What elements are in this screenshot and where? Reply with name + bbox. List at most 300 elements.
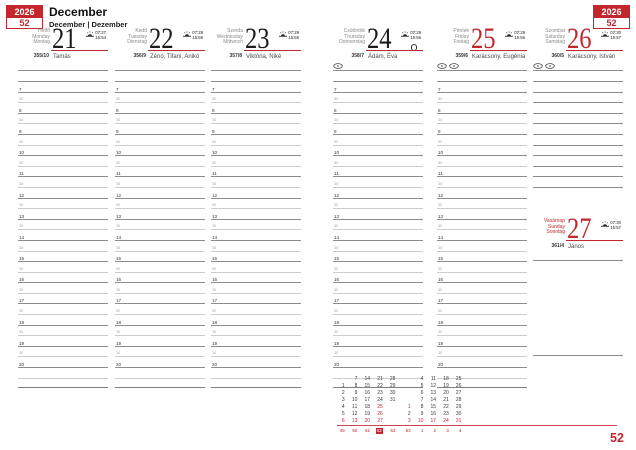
sunrise-time: 07:30 [610,30,621,35]
mini-date: 16 [430,411,437,417]
mini-date: 30 [389,390,396,396]
day-grid [18,62,108,388]
hour-label: 10 [212,150,218,156]
half-hour-label: 30 [116,245,121,250]
half-hour-label: 30 [212,266,217,271]
half-hour-label: 30 [212,330,217,335]
day-underline [366,50,423,51]
grid-row [115,220,205,231]
grid-row [437,241,527,252]
mini-date: 3 [341,397,345,403]
grid-row [437,156,527,167]
grid-row [211,114,301,125]
mini-date: 8 [354,383,358,389]
mini-date: 24 [443,418,449,424]
grid-row [115,114,205,125]
half-hour-label: 30 [334,160,339,165]
mini-week-row [334,411,397,418]
name-days: Zénó, Tifani, Anikó [150,53,200,60]
grid-row [115,103,205,114]
mini-date: 31 [389,397,396,403]
grid-row [533,135,623,146]
half-hour-label: 30 [19,245,24,250]
mini-week-number: 2 [433,427,437,433]
sunrise-sunset-times [610,221,621,231]
grid-row [18,283,108,294]
mini-date: 19 [443,383,449,389]
hour-label: 14 [438,234,444,240]
day-number: 22 [149,22,174,55]
footer-week-number: 52 [610,431,624,445]
name-days: Karácsony, István [568,53,616,60]
hour-label: 11 [212,171,217,177]
mini-date: 8 [420,404,424,410]
day-grid [115,62,205,388]
grid-row [211,62,301,71]
hour-label: 9 [19,128,22,134]
hour-label: 9 [116,128,119,134]
mini-week-number: 53 [405,427,411,433]
half-hour-label: 30 [334,287,339,292]
day-header [333,22,423,62]
grid-row [437,273,527,284]
day-underline [148,50,205,51]
grid-row [18,82,108,93]
half-hour-label: 30 [438,181,443,186]
grid-row [115,252,205,263]
grid-row [333,93,423,104]
hour-label: 16 [19,277,25,283]
mini-date: 6 [341,418,345,424]
half-hour-label: 30 [334,266,339,271]
grid-row [333,188,423,199]
sunrise-time: 07:30 [610,220,621,225]
weekday-names [115,29,147,46]
grid-row [437,188,527,199]
grid-row [211,273,301,284]
weekday-name: Szerda [227,28,243,34]
sunrise-time: 07:27 [95,30,106,35]
grid-row [437,209,527,220]
mini-date: 14 [430,397,437,403]
name-days: János [568,243,585,250]
mini-date: 28 [389,376,396,382]
year-week-badge-right [593,5,630,29]
half-hour-label: 30 [116,309,121,314]
mini-date: 21 [377,376,383,382]
half-hour-label: 30 [334,330,339,335]
half-hour-label: 30 [438,203,443,208]
sunrise-sunset-times [410,31,421,41]
day-of-year: 358/7 [351,53,364,59]
grid-row [533,124,623,135]
name-days: Viktória, Niké [246,53,282,60]
hour-label: 10 [116,150,122,156]
grid-row [115,273,205,284]
holiday-marker-icon [533,63,543,69]
hour-label: 18 [19,319,25,325]
half-hour-label: 30 [19,203,24,208]
hour-label: 12 [334,192,340,198]
grid-row [211,188,301,199]
grid-row [437,167,527,178]
grid-row [211,357,301,368]
sunrise-sunset-icon [601,31,609,38]
grid-row [211,209,301,220]
half-hour-label: 30 [19,224,24,229]
hour-label: 13 [334,213,340,219]
half-hour-label: 30 [212,245,217,250]
grid-row [333,199,423,210]
grid-row [211,304,301,315]
weekday-name: Donnerstag [339,39,365,46]
sun-times [183,31,203,41]
grid-row [18,199,108,210]
grid-row [211,82,301,93]
mini-week-row [334,397,397,404]
sunrise-time: 07:29 [514,30,525,35]
grid-row [115,315,205,326]
sunset-time: 15:57 [610,224,621,230]
mini-date: 12 [351,411,358,417]
grid-row [18,62,108,71]
half-hour-label: 30 [334,203,339,208]
hour-label: 10 [438,150,444,156]
grid-row [18,167,108,178]
hour-label: 18 [116,319,122,325]
grid-row [533,167,623,178]
mini-week-number [372,428,385,434]
grid-row [115,326,205,337]
half-hour-label: 30 [19,351,24,356]
mini-date: 10 [417,418,424,424]
mini-date: 29 [389,383,396,389]
grid-row [437,326,527,337]
sunday-writing-space [533,261,623,356]
mini-date: 17 [430,418,437,424]
hour-label: 19 [19,340,25,346]
grid-row [333,209,423,220]
grid-row [437,177,527,188]
sun-times [86,31,106,41]
grid-row [333,103,423,114]
mini-date: 15 [364,383,371,389]
half-hour-label: 30 [116,287,121,292]
mini-week-number: 53 [390,427,396,433]
mini-date: 15 [430,404,437,410]
half-hour-label: 30 [438,266,443,271]
weekday-name: Csütörtök [343,28,365,34]
mini-date [400,397,413,404]
grid-row [115,262,205,273]
hour-label: 8 [334,107,337,113]
mini-date [400,390,413,397]
grid-row [437,347,527,358]
hour-label: 8 [116,107,119,113]
half-hour-label: 30 [212,224,217,229]
mini-date [400,383,413,390]
grid-row [18,252,108,263]
sun-times [601,221,621,231]
grid-row [115,146,205,157]
half-hour-label: 30 [116,97,121,102]
grid-row [437,304,527,315]
weekday-name: Wednesday [216,33,243,40]
half-hour-label: 30 [116,203,121,208]
grid-row [115,177,205,188]
day-underline [51,50,108,51]
mini-date: 20 [443,390,449,396]
hour-label: 20 [116,362,122,368]
hour-label: 17 [19,298,25,304]
hour-label: 15 [438,256,444,262]
grid-row [115,209,205,220]
mini-date: 26 [377,411,383,417]
half-hour-label: 30 [438,330,443,335]
grid-row [115,294,205,305]
day-header [437,22,527,62]
half-hour-label: 30 [212,139,217,144]
grid-row [115,379,205,388]
grid-row [533,62,623,71]
mini-week-number: 3 [446,427,449,433]
mini-date: 14 [364,376,371,382]
hour-label: 14 [212,234,218,240]
grid-row [18,93,108,104]
hour-label: 9 [334,128,337,134]
half-hour-label: 30 [438,309,443,314]
year-week-badge-left [6,5,43,29]
grid-row [115,347,205,358]
grid-row [333,283,423,294]
hour-label: 13 [116,213,122,219]
mini-date: 19 [364,411,371,417]
year-label: 2026 [7,6,42,18]
grid-row [211,294,301,305]
weekday-name: Samstag [545,39,565,46]
grid-row [333,273,423,284]
sun-times [279,31,299,41]
weekday-name: Thursday [344,33,365,40]
mini-date: 30 [455,411,462,417]
half-hour-label: 30 [212,309,217,314]
sunrise-sunset-icon [279,31,287,38]
hour-label: 18 [438,319,444,325]
grid-row [115,357,205,368]
mini-week-row [400,376,463,383]
mini-date: 7 [420,397,424,403]
half-hour-label: 30 [19,181,24,186]
week-number-label: 52 [19,18,30,28]
sunrise-time: 07:28 [192,30,203,35]
weekday-names [333,29,365,46]
hour-label: 18 [334,319,340,325]
grid-row [333,241,423,252]
hour-label: 16 [334,277,340,283]
day-of-year: 356/9 [133,53,146,59]
grid-row [437,93,527,104]
grid-row [533,177,623,188]
grid-row [437,71,527,82]
mini-date: 10 [351,397,358,403]
half-hour-label: 30 [116,351,121,356]
day-underline [566,240,623,241]
half-hour-label: 30 [438,224,443,229]
sunrise-sunset-icon [601,221,609,228]
grid-row [533,71,623,82]
day-grid [533,62,623,188]
grid-row [18,326,108,337]
grid-row [18,209,108,220]
mini-date: 22 [377,383,383,389]
mini-week-row [334,376,397,383]
half-hour-label: 30 [212,203,217,208]
grid-row [437,220,527,231]
grid-row [18,146,108,157]
sunday-writing-line [533,252,623,261]
grid-row [18,315,108,326]
grid-row [533,93,623,104]
grid-row [211,252,301,263]
mini-date: 18 [364,404,371,410]
week-number-label: 52 [606,18,617,28]
holiday-markers [437,63,459,69]
half-hour-label: 30 [116,118,121,123]
hour-label: 8 [438,107,441,113]
grid-row [211,71,301,82]
day-column [437,22,527,388]
mini-week-row [334,383,397,390]
grid-row [533,114,623,125]
grid-row [333,220,423,231]
grid-row [333,347,423,358]
day-number: 25 [471,22,496,55]
hour-label: 19 [116,340,122,346]
hour-label: 13 [212,213,218,219]
half-hour-label: 30 [334,351,339,356]
day-column [115,22,205,388]
grid-row [437,336,527,347]
weekday-name: Sunday [548,223,565,230]
grid-row [333,252,423,263]
grid-row [211,315,301,326]
month-title: December [49,5,108,19]
grid-row [18,156,108,167]
grid-row [437,357,527,368]
day-underline [566,50,623,51]
half-hour-label: 30 [438,160,443,165]
day-grid [211,62,301,388]
hour-label: 19 [212,340,218,346]
day-of-year: 359/6 [455,53,468,59]
weekday-name: Péntek [453,28,469,34]
half-hour-label: 30 [334,224,339,229]
weekday-name: Montag [33,39,50,46]
grid-row [18,177,108,188]
grid-row [115,199,205,210]
hour-label: 7 [116,86,119,92]
hour-label: 8 [19,107,22,113]
grid-row [333,156,423,167]
day-number: 26 [567,22,592,55]
mini-week-row [334,404,397,411]
grid-row [437,230,527,241]
sunset-time: 15:56 [410,34,421,40]
half-hour-label: 30 [212,160,217,165]
grid-row [211,326,301,337]
grid-row [18,262,108,273]
grid-row [18,304,108,315]
day-header [115,22,205,62]
holiday-marker-icon [449,63,459,69]
sunrise-sunset-icon [86,31,94,38]
mini-date: 23 [443,411,449,417]
sunrise-sunset-icon [401,31,409,38]
hour-label: 11 [116,171,121,177]
sunrise-sunset-icon [505,31,513,38]
sunset-time: 15:57 [610,34,621,40]
grid-row [437,135,527,146]
sunrise-sunset-times [610,31,621,41]
mini-date: 31 [455,418,462,424]
footer-rule [337,425,617,426]
grid-row [211,262,301,273]
mini-date [385,404,398,411]
weekday-name: Kedd [135,28,147,34]
mini-date: 13 [430,390,437,396]
hour-label: 16 [212,277,218,283]
mini-date: 29 [455,404,462,410]
grid-row [211,283,301,294]
grid-row [333,62,423,71]
holiday-marker-icon [333,63,343,69]
hour-label: 17 [116,298,122,304]
grid-row [333,230,423,241]
hour-label: 7 [334,86,337,92]
mini-date: 23 [377,390,383,396]
mini-date: 27 [455,390,462,396]
grid-row [115,241,205,252]
name-days: Tamás [53,53,71,60]
grid-row [211,368,301,379]
mini-week-numbers [400,428,463,434]
half-hour-label: 30 [334,118,339,123]
mini-date: 2 [407,411,411,417]
grid-row [437,82,527,93]
grid-row [437,199,527,210]
grid-row [437,252,527,263]
grid-row [18,347,108,358]
mini-date: 25 [377,404,383,410]
mini-date: 24 [377,397,383,403]
half-hour-label: 30 [438,139,443,144]
mini-date: 11 [352,404,358,410]
name-days: Karácsony, Eugénia [472,53,526,60]
mini-month-december [334,376,397,433]
sunset-time: 15:55 [192,34,203,40]
grid-row [18,368,108,379]
holiday-marker-icon [437,63,447,69]
weekday-names [18,29,50,46]
sunset-time: 15:56 [514,34,525,40]
sun-times [601,31,621,41]
hour-label: 18 [212,319,218,325]
mini-date [334,376,347,383]
mini-date: 2 [341,390,345,396]
grid-row [533,82,623,93]
grid-row [333,71,423,82]
grid-row [437,103,527,114]
